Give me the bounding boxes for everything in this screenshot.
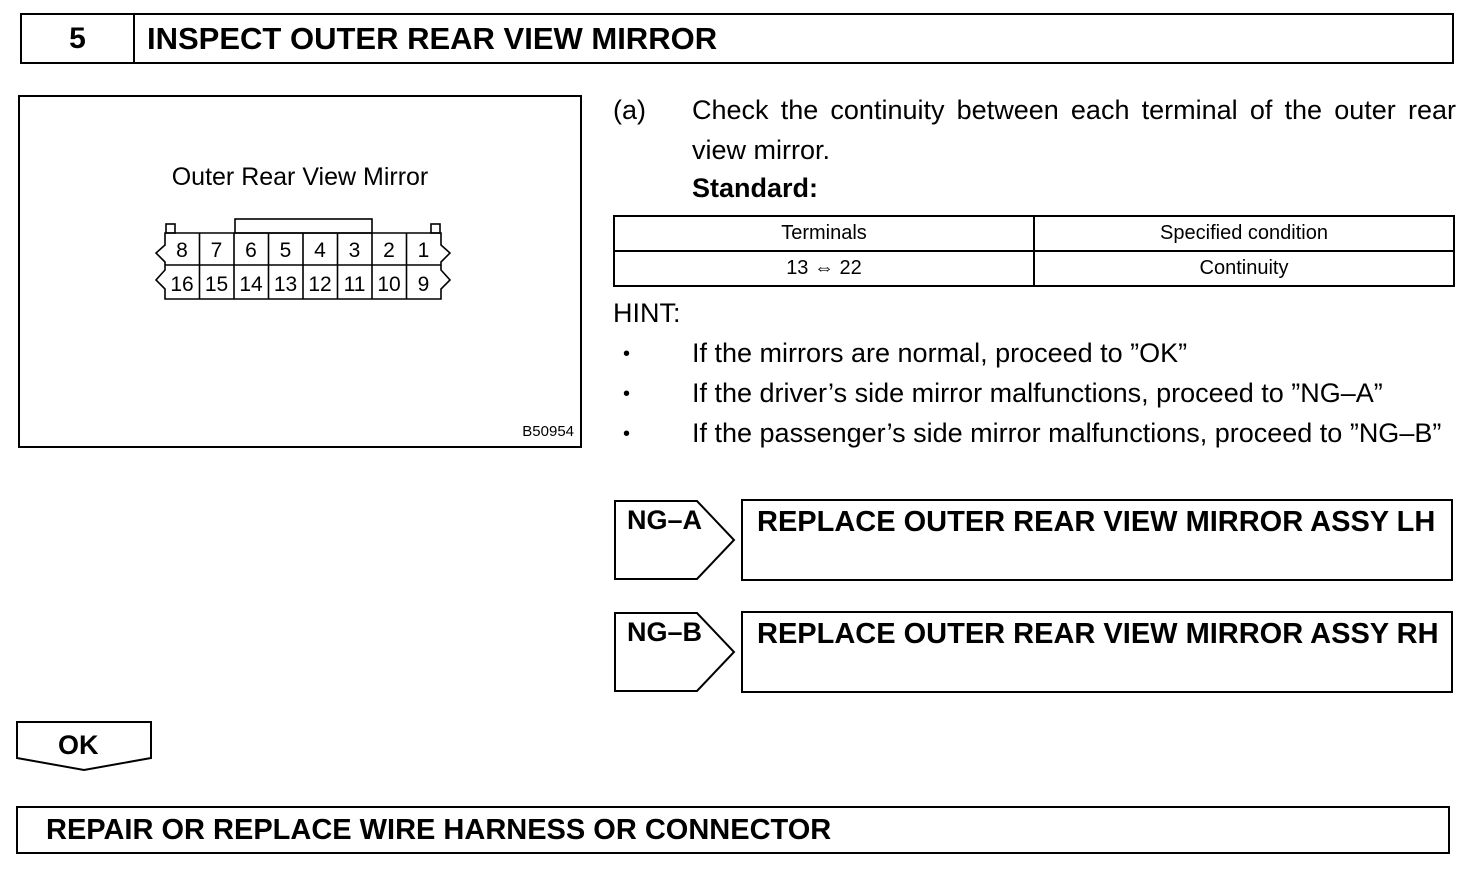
ok-action-box: [16, 806, 1450, 854]
table-row: [614, 251, 1454, 286]
hint-item: If the passenger’s side mirror malfunctions, proceed to ”NG–B”: [692, 418, 1442, 448]
substep-label: (a): [613, 95, 646, 125]
ok-action: REPAIR OR REPLACE WIRE HARNESS OR CONNECTOR: [46, 814, 832, 846]
ng-a-label: NG–A: [627, 505, 703, 535]
bullet-icon: •: [623, 383, 631, 405]
terminal-6: 6: [245, 239, 257, 262]
bullet-icon: •: [623, 343, 631, 365]
table-cell: Continuity: [1034, 251, 1454, 286]
ng-b-label: NG–B: [627, 617, 703, 647]
terminal-7: 7: [210, 239, 223, 262]
terminal-4: 4: [314, 239, 326, 262]
terminal-1: 1: [417, 239, 430, 262]
terminal-16: 16: [170, 273, 194, 296]
terminal-14: 14: [239, 273, 263, 296]
step-title: INSPECT OUTER REAR VIEW MIRROR: [147, 21, 718, 56]
terminal-5: 5: [279, 239, 292, 262]
standard-label: Standard:: [692, 173, 819, 203]
check-instruction: Check the continuity between each terminal of the outer rear view mirror.: [692, 95, 1456, 165]
spec-table: [613, 215, 1455, 287]
connector-figure: [18, 95, 582, 448]
terminal-13: 13: [273, 273, 298, 296]
ng-b-action: REPLACE OUTER REAR VIEW MIRROR ASSY RH: [757, 618, 1439, 650]
figure-caption: Outer Rear View Mirror: [171, 163, 429, 191]
hint-label: HINT:: [613, 298, 681, 328]
ok-tag: [14, 720, 154, 772]
bullet-icon: •: [623, 423, 631, 445]
terminal-9: 9: [417, 273, 430, 296]
terminal-3: 3: [348, 239, 361, 262]
step-header: [20, 13, 1454, 64]
terminal-12: 12: [308, 273, 332, 296]
hint-item: If the mirrors are normal, proceed to ”OK”: [692, 338, 1188, 368]
ng-a-action-box: [741, 499, 1453, 581]
terminal-15: 15: [204, 273, 229, 296]
ng-a-action: REPLACE OUTER REAR VIEW MIRROR ASSY LH: [757, 506, 1436, 538]
terminal-10: 10: [377, 273, 401, 296]
terminal-11: 11: [343, 273, 366, 296]
figure-code: B50954: [522, 423, 574, 440]
ng-a-tag: [613, 499, 738, 581]
table-header-row: [614, 216, 1454, 251]
terminal-8: 8: [176, 239, 188, 262]
hint-item: If the driver’s side mirror malfunctions, proceed to ”NG–A”: [692, 378, 1383, 408]
terminal-2: 2: [383, 239, 395, 262]
step-number: 5: [22, 15, 135, 62]
ok-label: OK: [58, 730, 99, 760]
ng-b-action-box: [741, 611, 1453, 693]
table-cell: 13 ⇔ 22: [614, 251, 1034, 286]
table-header: Terminals: [614, 216, 1034, 251]
connector-diagram: [151, 212, 451, 307]
table-header: Specified condition: [1034, 216, 1454, 251]
ng-b-tag: [613, 611, 738, 693]
